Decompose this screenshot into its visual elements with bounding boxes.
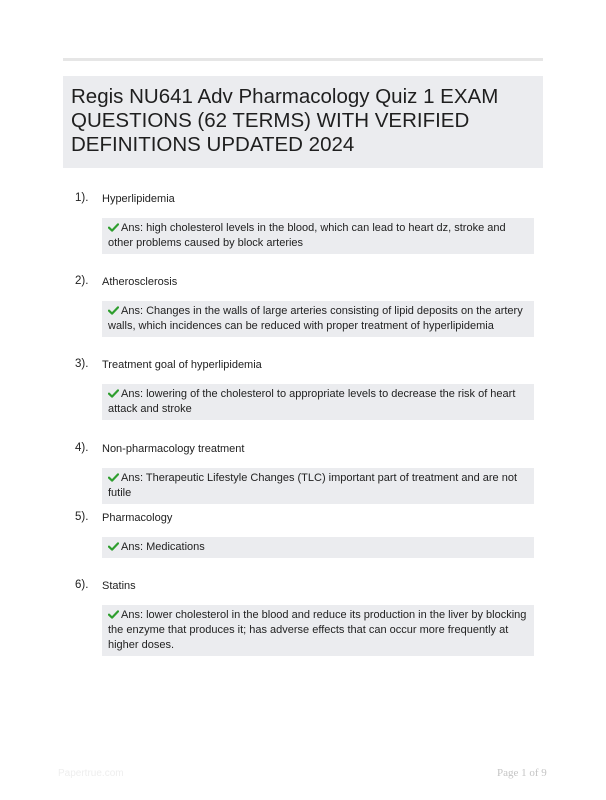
question-row xyxy=(63,511,543,531)
question-number: 1). xyxy=(75,192,89,204)
question-number: 5). xyxy=(75,511,89,523)
question-number: 3). xyxy=(75,358,89,370)
check-icon xyxy=(108,610,119,619)
answer-box xyxy=(102,384,534,420)
question-term: Treatment goal of hyperlipidemia xyxy=(102,359,262,371)
question-number: 4). xyxy=(75,442,89,454)
top-divider xyxy=(63,58,543,61)
qa-item xyxy=(63,275,543,337)
question-row xyxy=(63,192,543,212)
page-number: Page 1 of 9 xyxy=(497,767,547,779)
question-number: 6). xyxy=(75,579,89,591)
answer-text: Ans: Therapeutic Lifestyle Changes (TLC) important part of treatment and are not futile xyxy=(108,472,517,499)
title-banner xyxy=(63,76,543,168)
answer-text: Ans: Medications xyxy=(121,541,205,553)
answer-box xyxy=(102,537,534,558)
answer-text: Ans: lowering of the cholesterol to appropriate levels to decrease the risk of heart attack and stroke xyxy=(108,388,516,415)
answer-box xyxy=(102,301,534,337)
check-icon xyxy=(108,542,119,551)
answer-box xyxy=(102,468,534,504)
question-term: Atherosclerosis xyxy=(102,276,178,288)
question-number: 2). xyxy=(75,275,89,287)
qa-item xyxy=(63,511,543,558)
qa-item xyxy=(63,358,543,420)
answer-box xyxy=(102,605,534,656)
qa-item xyxy=(63,442,543,504)
question-term: Hyperlipidemia xyxy=(102,193,175,205)
answer-text: Ans: high cholesterol levels in the blood, which can lead to heart dz, stroke and other problems caused by block arteries xyxy=(108,222,506,249)
question-row xyxy=(63,275,543,295)
question-row xyxy=(63,442,543,462)
check-icon xyxy=(108,223,119,232)
qa-item xyxy=(63,579,543,656)
question-term: Statins xyxy=(102,580,136,592)
question-row xyxy=(63,358,543,378)
answer-text: Ans: Changes in the walls of large arteries consisting of lipid deposits on the artery walls, which incidences can be reduced with proper treatment of hyperlipidemia xyxy=(108,305,523,332)
footer-watermark: Papertrue.com xyxy=(58,768,124,779)
check-icon xyxy=(108,306,119,315)
question-term: Non-pharmacology treatment xyxy=(102,443,245,455)
answer-text: Ans: lower cholesterol in the blood and reduce its production in the liver by blocking the enzyme that produces it; has adverse effects that can occur more frequently at higher doses. xyxy=(108,609,527,651)
answer-box xyxy=(102,218,534,254)
question-term: Pharmacology xyxy=(102,512,173,524)
question-row xyxy=(63,579,543,599)
check-icon xyxy=(108,473,119,482)
check-icon xyxy=(108,389,119,398)
document-title: Regis NU641 Adv Pharmacology Quiz 1 EXAM QUESTIONS (62 TERMS) WITH VERIFIED DEFINITIONS UPDATED 2024 xyxy=(71,85,499,156)
qa-item xyxy=(63,192,543,254)
